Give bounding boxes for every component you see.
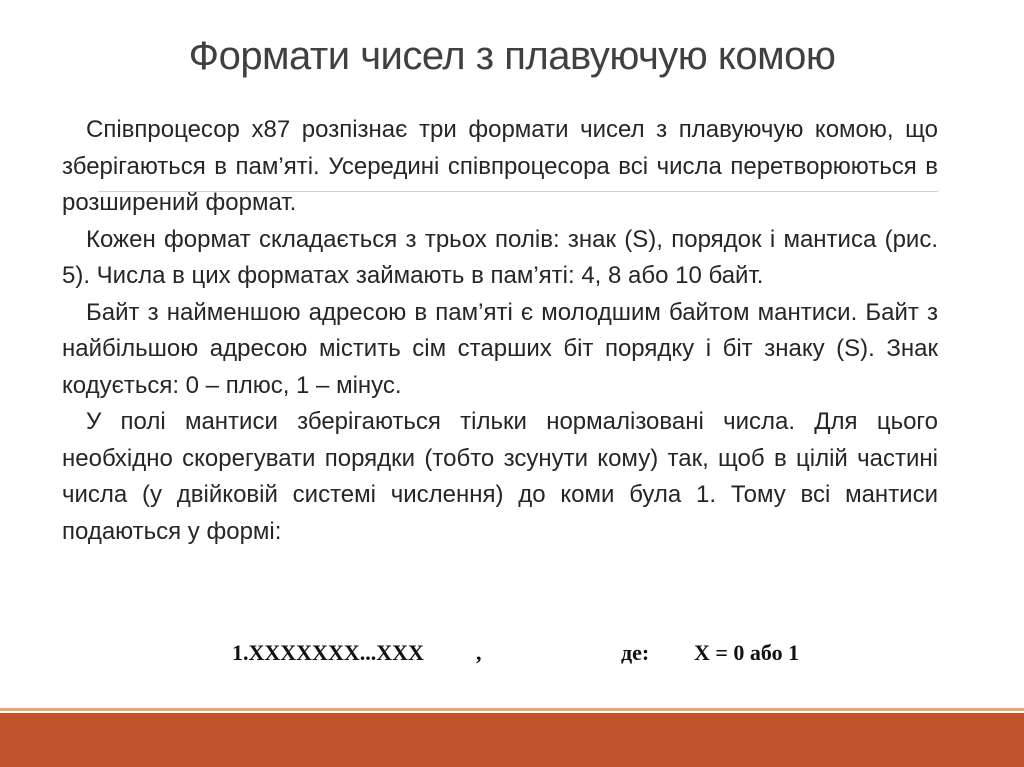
formula-x-definition: X = 0 або 1 [694,640,800,665]
footer-accent-line [0,708,1024,711]
formula-where-label: де: [621,640,650,665]
formula-mantissa: 1.XXXXXXX...XXX [232,640,424,665]
paragraph: Кожен формат складається з трьох полів: знак (S), порядок і мантиса (рис. 5). Числа в цих форматах займають в пам’яті: 4, 8 або 10 байт. [62,225,938,289]
slide-body [62,112,938,550]
formula-comma: , [476,640,482,665]
footer-accent-bar [0,713,1024,767]
slide-title: Формати чисел з плавуючую комою [188,34,836,78]
paragraph: Співпроцесор x87 розпізнає три формати чисел з плавуючую комою, що зберігаються в пам’яті. Усередині співпроцесора всі числа перетворюються в розширений формат. [62,116,938,216]
paragraph: Байт з найменшою адресою в пам’яті є молодшим байтом мантиси. Байт з найбільшою адресою містить сім старших біт порядку і біт знаку (S). Знак кодується: 0 – плюс, 1 – мінус. [62,298,938,399]
paragraph: У полі мантиси зберігаються тільки нормалізовані числа. Для цього необхідно скорегувати порядки (тобто зсунути кому) так, щоб в цілій частині числа (у двійковій системі числення) до коми була 1. Тому всі мантиси подаються у формі: [62,408,938,545]
